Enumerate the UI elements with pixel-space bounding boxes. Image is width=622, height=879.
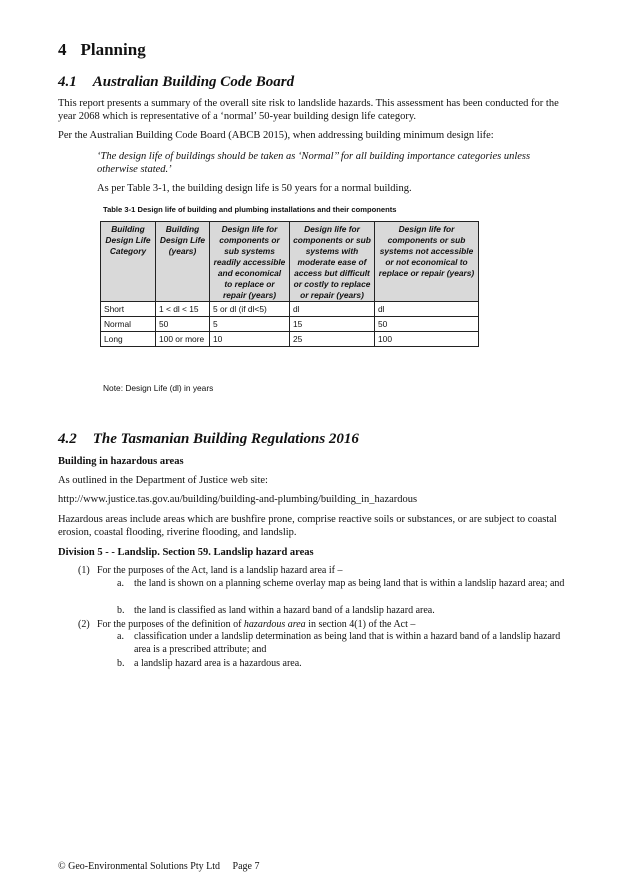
sub-item-number: a. (117, 578, 124, 589)
justice-url-link[interactable]: http://www.justice.tas.gov.au/building/building-and-plumbing/building_in_hazardous (58, 494, 418, 505)
table-note: Note: Design Life (dl) in years (103, 383, 214, 393)
table-row (101, 302, 479, 317)
footer-page-number: Page 7 (232, 861, 260, 872)
paragraph-table-ref: As per Table 3-1, the building design life is 50 years for a normal building. (97, 183, 412, 194)
table-cell: 50 (375, 317, 479, 332)
subsection-title: Australian Building Code Board (92, 74, 295, 90)
header-moderate-access: Design life for components or sub systems with moderate ease of access but difficult or costly to replace or repair (years) (290, 222, 375, 302)
header-category: Building Design Life Category (101, 222, 156, 302)
paragraph-abcb: Per the Australian Building Code Board (ABCB 2015), when addressing building minimum design life: (58, 130, 494, 141)
section-title: Planning (80, 40, 146, 59)
table-cell: 15 (290, 317, 375, 332)
table-cell: Long (101, 332, 156, 347)
design-life-quote: ‘The design life of buildings should be taken as ‘Normal’’ for all building importance categories unless otherwise stated.’ (97, 151, 531, 175)
table-cell: dl (375, 302, 479, 317)
table-row (101, 317, 479, 332)
header-readily-accessible: Design life for components or sub systems readily accessible and economical to replace or repair (years) (210, 222, 290, 302)
page-footer (58, 861, 259, 872)
division-heading: Division 5 - - Landslip. Section 59. Landslip hazard areas (58, 547, 314, 558)
table-cell: 100 or more (156, 332, 210, 347)
list-item-text: For the purposes of the Act, land is a landslip hazard area if – (97, 565, 343, 576)
sub-item-text: the land is shown on a planning scheme overlay map as being land that is within a landslip hazard area; and (134, 578, 565, 589)
subsection-title: The Tasmanian Building Regulations 2016 (92, 431, 359, 447)
sub-item-text: a landslip hazard area is a hazardous area. (134, 658, 302, 669)
section-number: 4 (58, 40, 67, 59)
paragraph-hazardous-areas: Hazardous areas include areas which are bushfire prone, comprise reactive soils or substances, or are subject to coastal erosion, coastal flooding, riverine flooding, and landslip. (58, 514, 557, 538)
list-item-number: (2) (78, 619, 90, 630)
hazardous-areas-heading: Building in hazardous areas (58, 456, 184, 467)
table-cell: 5 or dl (if dl<5) (210, 302, 290, 317)
table-cell: Short (101, 302, 156, 317)
table-caption: Table 3-1 Design life of building and plumbing installations and their components (103, 205, 397, 214)
list-item-number: (1) (78, 565, 90, 576)
sub-item-number: a. (117, 631, 124, 642)
subsection-number: 4.2 (58, 431, 77, 447)
subsection-heading-4-1 (58, 74, 294, 91)
sub-item-number: b. (117, 605, 125, 616)
list-item-text-pre: For the purposes of the definition of (97, 619, 244, 630)
sub-item-text: the land is classified as land within a hazard band of a landslip hazard area. (134, 605, 435, 616)
table-cell: 5 (210, 317, 290, 332)
list-item-text (97, 619, 567, 632)
table-header-row (101, 222, 479, 302)
paragraph-report-summary: This report presents a summary of the overall site risk to landslide hazards. This assessment has been conducted for the year 2068 which is representative of a ‘normal’ 50-year building design life category. (58, 98, 559, 122)
section-heading (58, 40, 146, 60)
header-design-life: Building Design Life (years) (156, 222, 210, 302)
header-not-accessible: Design life for components or sub systems not accessible or not economical to replace or repair (years) (375, 222, 479, 302)
footer-copyright: © Geo-Environmental Solutions Pty Ltd (58, 861, 221, 872)
sub-item-text: classification under a landslip determination as being land that is within a hazard band of a landslip hazard area is a prescribed attribute; and (134, 631, 561, 655)
table-row (101, 332, 479, 347)
table-cell: 10 (210, 332, 290, 347)
paragraph-department: As outlined in the Department of Justice web site: (58, 475, 268, 486)
hazardous-area-term: hazardous area (243, 619, 306, 630)
list-item-text-post: in section 4(1) of the Act – (305, 619, 416, 630)
table-cell: 50 (156, 317, 210, 332)
table-cell: 1 < dl < 15 (156, 302, 210, 317)
design-life-table (100, 221, 479, 347)
subsection-number: 4.1 (58, 74, 77, 90)
table-cell: dl (290, 302, 375, 317)
subsection-heading-4-2 (58, 431, 359, 448)
table-cell: 25 (290, 332, 375, 347)
sub-item-number: b. (117, 658, 125, 669)
table-cell: 100 (375, 332, 479, 347)
table-cell: Normal (101, 317, 156, 332)
